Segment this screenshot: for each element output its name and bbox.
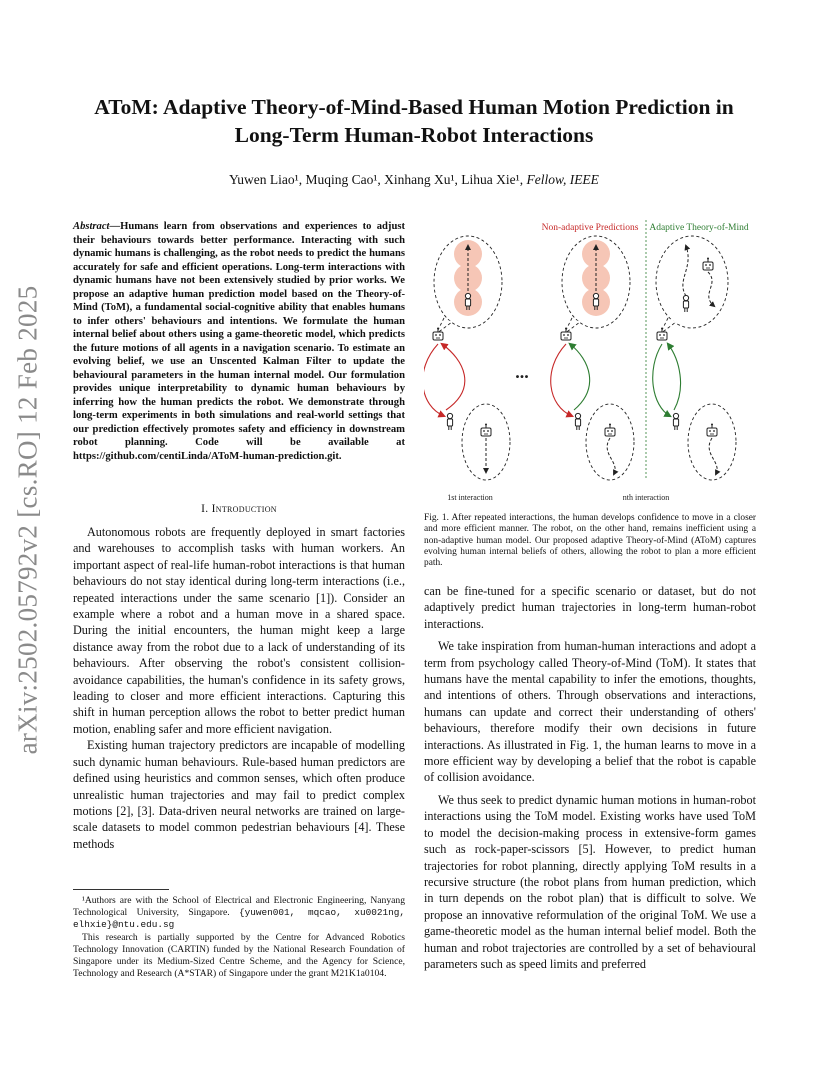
paragraph: Autonomous robots are frequently deployed in smart factories and warehouses to accomplish tasks with human workers. An important aspect of real-life human-robot interactions is that human behaviours do not stay identical during long-term interactions (i.e., repeated interactions under the same scenario [1]). Consider an example where a robot and a human move in a shared space. During the initial encounters, the human might keep a large distance away from the robot due to a lack of understanding of its behaviours. After observing the robot's consistent collision-avoidance capabilities, the human's confidence in its safety grows, leading to closer and more efficient interactions. Capturing this shift in human perception allows the robot to better predict human motion, enabling safer and more efficient navigation. (73, 525, 405, 736)
figure-1-caption: Fig. 1. After repeated interactions, the human develops confidence to move in a closer and more efficient manner. The robot, on the other hand, remains inefficient using a non-adaptive human model. Our proposed adaptive Theory-of-Mind (AToM) captures evolving human internal beliefs of others, allowing the robot to plan a more efficient path. (424, 513, 756, 569)
title-line-2: Long-Term Human-Robot Interactions (234, 123, 594, 147)
arxiv-stamp (8, 285, 48, 755)
paragraph: Existing human trajectory predictors are incapable of modelling such dynamic human behaviours. Rule-based human predictors are defined using heuristics and common senses, which often produce unrealistic human trajectories and may fail to predict complex motions [2], [3]. Data-driven neural networks are trained on large-scale datasets to model common pedestrian behaviours [4]. These methods (73, 738, 405, 851)
paragraph: We thus seek to predict dynamic human motions in human-robot interactions using the ToM model. Existing works have used ToM to model the decision-making process in extensive-form games such as rock-paper-scissors [5]. However, to predict human trajectories for robot planning, directly applying ToM results in a recursive structure (the robot plans from human prediction, which in turn depends on the robot plan) that is difficult to solve. We propose an innovative reformulation of the original ToM. We use a game-theoretic model as the human internal belief model. Both the human and robot trajectories are controlled by a set of behavioural parameters such as speed limits and preferred (424, 792, 756, 971)
author-fellow: Fellow, IEEE (526, 172, 599, 187)
arxiv-id: arXiv:2502.05792v2 [cs.RO] 12 Feb 2025 (12, 285, 43, 755)
affiliation-text: ¹Authors are with the School of Electrical and Electronic Engineering, Nanyang Technological University, Singapore. (73, 895, 405, 918)
label-nth-interaction: nth interaction (622, 493, 670, 502)
section-heading-introduction (73, 503, 405, 515)
label-first-interaction: 1st interaction (447, 493, 493, 502)
paper-title (80, 93, 748, 149)
title-line-1: AToM: Adaptive Theory-of-Mind-Based Human Motion Prediction in (94, 95, 734, 119)
label-non-adaptive: Non-adaptive Predictions (541, 223, 639, 233)
figure-1 (424, 210, 756, 508)
email-list: {yuwen001, mqcao, xu0021ng, elhxie}@ntu.edu.sg (73, 907, 405, 930)
author-list (80, 172, 748, 188)
abstract-text: Humans learn from observations and experiences to adjust their behaviours towards better performance. Interacting with such dynamic humans is challenging, as the robot needs to predict the humans accurately for safe and efficient operations. Long-term interactions with dynamic humans have not been extensively studied by prior works. We propose an adaptive human prediction model based on the Theory-of-Mind (ToM), a fundamental social-cognitive ability that enables humans to infer others' behaviours and intentions. We formulate the human internal belief about others using a game-theoretic model, which predicts the future motions of all agents in a navigation scenario. To estimate an evolving belief, we use an Unscented Kalman Filter to update the behavioural parameters in the human internal model. Our formulation provides unique interpretability to dynamic human behaviours by inferring how the human predicts the robot. We demonstrate through long-term experiments in both simulations and real-world settings that our prediction effectively promotes safety and efficiency in downstream robot planning. Code will be available at https://github.com/centiLinda/AToM-human-prediction.git. (73, 221, 405, 462)
figure-1-illustration (424, 210, 756, 508)
section-name: Introduction (211, 503, 277, 515)
footnotes (73, 895, 405, 981)
label-adaptive: Adaptive Theory-of-Mind (649, 223, 749, 233)
section-number: I. (201, 503, 212, 515)
paragraph: We take inspiration from human-human interactions and adopt a term from psychology called Theory-of-Mind (ToM). It states that humans have the mental capability to infer the emotions, thoughts, and intentions of others. Through observations and interactions, humans can update and correct their understanding of others' behaviours, therefore modify their own decisions in future interactions. As illustrated in Fig. 1, the human learns to move in a more efficient way by developing a belief that the robot is capable of collision avoidance. (424, 639, 756, 785)
figure-ellipsis: ... (515, 362, 529, 382)
abstract (73, 220, 405, 463)
footnote-rule (73, 889, 169, 890)
footnote-affiliation (73, 895, 405, 931)
panel-nth-adaptive (653, 236, 736, 480)
introduction-body (73, 524, 405, 884)
footnote-funding: This research is partially supported by the Centre for Advanced Robotics Technology Innovation (CARTIN) funded by the National Research Foundation of Singapore under its Medium-Sized Centre Scheme, and the Agency for Science, Technology and Research (A*STAR) of Singapore under the grant M21K1a0104. (73, 932, 405, 979)
panel-first-interaction (424, 236, 510, 480)
author-names: Yuwen Liao¹, Muqing Cao¹, Xinhang Xu¹, Lihua Xie¹, (229, 172, 527, 187)
abstract-lead: Abstract (73, 221, 110, 232)
right-column-body (424, 583, 756, 993)
paragraph: can be fine-tuned for a specific scenario or dataset, but do not adaptively predict human trajectories in long-term human-robot interactions. (424, 584, 756, 631)
abstract-dash: — (109, 221, 121, 232)
panel-nth-non-adaptive (551, 236, 634, 480)
